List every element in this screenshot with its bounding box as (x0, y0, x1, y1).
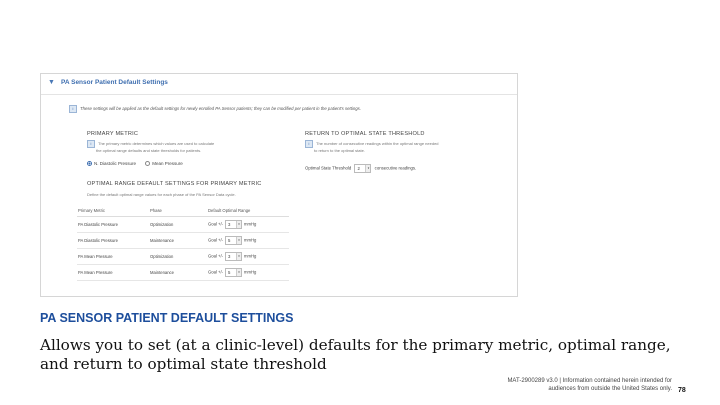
optimal-range-desc: Define the default optimal range values for each phase of the PA Sensor Data cycle. (87, 192, 236, 197)
cell-metric: PA Mean Pressure (77, 265, 149, 281)
collapse-chevron-icon[interactable]: ▼ (48, 79, 55, 86)
info-icon: i (69, 105, 77, 113)
cell-metric: PA Diastolic Pressure (77, 233, 149, 249)
threshold-row (305, 164, 416, 173)
footer-line2: audiences from outside the United States only. (548, 386, 672, 392)
select-arrow-icon: ▾ (236, 237, 241, 244)
select-arrow-icon: ▾ (236, 269, 241, 276)
settings-screenshot (40, 73, 518, 297)
radio-diastolic-label: N. Diastolic Pressure (94, 161, 137, 166)
col-phase: Phase (149, 204, 207, 217)
footer-line1: MAT-2900289 v3.0 | Information contained herein intended for (507, 378, 672, 384)
select-arrow-icon: ▾ (236, 253, 241, 260)
primary-metric-desc: i The primary metric determines which values are used to calculate the optimal range defaults and state thresholds for patients. (87, 140, 214, 154)
info-banner (69, 105, 361, 113)
primary-metric-radios (87, 161, 191, 166)
radio-mean-label: Mean Pressure (152, 161, 183, 166)
table-row (77, 265, 289, 281)
cell-phase: Optimization (149, 249, 207, 265)
radio-mean[interactable] (145, 161, 150, 166)
cell-metric: PA Diastolic Pressure (77, 217, 149, 233)
table-row (77, 233, 289, 249)
cell-metric: PA Mean Pressure (77, 249, 149, 265)
radio-diastolic[interactable] (87, 161, 92, 166)
cell-goal: Goal +/- 5 ▾ mmHg (207, 233, 289, 249)
page-number: 78 (678, 387, 686, 394)
threshold-suffix: consecutive readings. (374, 165, 417, 171)
goal-select[interactable]: 5 ▾ (225, 268, 242, 277)
col-primary-metric: Primary Metric (77, 204, 149, 217)
select-arrow-icon: ▾ (365, 165, 370, 172)
table-row (77, 249, 289, 265)
cell-phase: Maintenance (149, 265, 207, 281)
slide-caption: PA SENSOR PATIENT DEFAULT SETTINGS (40, 311, 294, 325)
primary-metric-title: PRIMARY METRIC (87, 131, 139, 137)
col-default-range: Default Optimal Range (207, 204, 289, 217)
select-arrow-icon: ▾ (236, 221, 241, 228)
panel-title: PA Sensor Patient Default Settings (61, 79, 168, 86)
optimal-range-table (77, 204, 289, 281)
goal-select[interactable]: 5 ▾ (225, 236, 242, 245)
slide-description: Allows you to set (at a clinic-level) defaults for the primary metric, optimal range, and return to optimal state threshold (40, 336, 671, 373)
threshold-select[interactable]: 2 ▾ (354, 164, 371, 173)
goal-select[interactable]: 3 ▾ (225, 252, 242, 261)
threshold-label: Optimal State Threshold (305, 165, 352, 171)
table-row (77, 217, 289, 233)
cell-goal: Goal +/- 5 ▾ mmHg (207, 265, 289, 281)
cell-goal: Goal +/- 3 ▾ mmHg (207, 249, 289, 265)
footer-disclaimer (446, 377, 672, 393)
cell-phase: Maintenance (149, 233, 207, 249)
cell-goal: Goal +/- 3 ▾ mmHg (207, 217, 289, 233)
return-threshold-title: RETURN TO OPTIMAL STATE THRESHOLD (305, 131, 425, 137)
optimal-range-title: OPTIMAL RANGE DEFAULT SETTINGS FOR PRIMARY METRIC (87, 181, 262, 187)
cell-phase: Optimization (149, 217, 207, 233)
info-icon: i (87, 140, 95, 148)
return-threshold-desc: i The number of consecutive readings within the optimal range needed to return to the optimal state. (305, 140, 439, 154)
info-icon: i (305, 140, 313, 148)
panel-header[interactable] (41, 74, 517, 95)
goal-select[interactable]: 3 ▾ (225, 220, 242, 229)
info-text: These settings will be applied as the default settings for newly enrolled PA Sensor patients; they can be modified per patient in the patient's settings. (80, 106, 361, 112)
